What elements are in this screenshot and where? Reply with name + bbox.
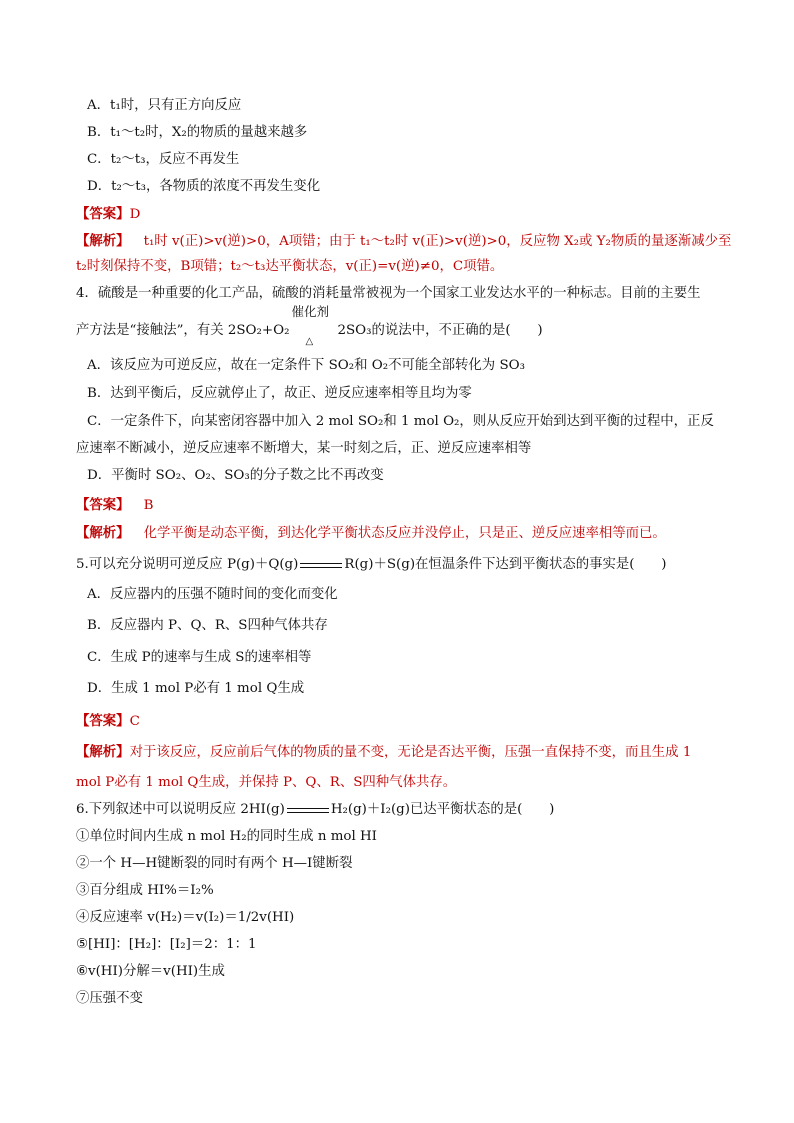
q3-option-a: A．t₁时，只有正方向反应 xyxy=(87,98,242,113)
analysis-tag: 【解析】 xyxy=(76,744,130,760)
equilibrium-arrow xyxy=(300,558,342,572)
q3-answer xyxy=(76,205,140,224)
analysis-text: 化学平衡是动态平衡，到达化学平衡状态反应并没停止，只是正、逆反应速率相等而已。 xyxy=(143,526,666,541)
answer-value: D xyxy=(129,207,141,222)
catalyst-arrow xyxy=(289,303,337,347)
q4-equation-left: 产方法是“接触法”，有关 2SO₂+O₂ xyxy=(76,323,290,338)
catalyst-label: 催化剂 xyxy=(291,303,329,319)
analysis-text: t₁时 v(正)>v(逆)>0，A项错；由于 t₁～t₂时 v(正)>v(逆)>0，反应物 X₂或 Y₂物质的量逐渐减少至 xyxy=(143,234,732,249)
q4-stem-line1: 4．硫酸是一种重要的化工产品，硫酸的消耗量常被视为一个国家工业发达水平的一种标志。目前的主要生 xyxy=(76,286,701,301)
q5-option-c: C．生成 P的速率与生成 S的速率相等 xyxy=(87,650,312,665)
q5-option-a: A．反应器内的压强不随时间的变化而变化 xyxy=(87,587,338,602)
answer-tag: 【答案】 xyxy=(76,713,130,729)
q5-stem xyxy=(76,556,667,574)
q6-item: ③百分组成 HI%＝I₂% xyxy=(76,883,214,898)
q6-stem-left: 6.下列叙述中可以说明反应 2HI(g) xyxy=(76,802,285,817)
q5-option-b: B．反应器内 P、Q、R、S四种气体共存 xyxy=(87,618,328,633)
analysis-text: 对于该反应，反应前后气体的物质的量不变，无论是否达平衡，压强一直保持不变，而且生成 1 xyxy=(129,745,692,760)
q5-option-d: D．生成 1 mol P必有 1 mol Q生成 xyxy=(87,681,305,696)
q4-answer xyxy=(76,496,153,515)
q5-analysis-line1 xyxy=(76,743,691,762)
q3-option-d: D．t₂～t₃，各物质的浓度不再发生变化 xyxy=(87,179,321,194)
equilibrium-arrow xyxy=(287,803,329,817)
q6-stem-right: H₂(g)＋I₂(g)已达平衡状态的是( ) xyxy=(330,802,555,817)
analysis-tag: 【解析】 xyxy=(76,525,130,541)
q3-option-b: B．t₁～t₂时，X₂的物质的量越来越多 xyxy=(87,125,308,140)
q6-item: ⑦压强不变 xyxy=(76,991,143,1006)
heat-label: △ xyxy=(305,335,314,347)
q5-answer xyxy=(76,712,140,731)
answer-value: B xyxy=(143,498,154,513)
q4-analysis xyxy=(76,524,666,543)
analysis-tag: 【解析】 xyxy=(76,233,130,249)
q5-analysis-line2: mol P必有 1 mol Q生成，并保持 P、Q、R、S四种气体共存。 xyxy=(76,775,457,790)
q3-analysis-line1 xyxy=(76,232,731,251)
q5-stem-left: 5.可以充分说明可逆反应 P(g)＋Q(g) xyxy=(76,557,299,572)
q6-item: ①单位时间内生成 n mol H₂的同时生成 n mol HI xyxy=(76,829,377,844)
q3-analysis-line2: t₂时刻保持不变，B项错；t₂～t₃达平衡状态，v(正)=v(逆)≠0，C项错。 xyxy=(76,259,504,274)
q5-stem-right: R(g)＋S(g)在恒温条件下达到平衡状态的事实是( ) xyxy=(344,557,667,572)
q4-option-b: B．达到平衡后，反应就停止了，故正、逆反应速率相等且均为零 xyxy=(87,386,472,401)
answer-tag: 【答案】 xyxy=(76,206,130,222)
q4-equation-right: 2SO₃的说法中，不正确的是( ) xyxy=(337,323,543,338)
q6-item: ②一个 H—H键断裂的同时有两个 H—I键断裂 xyxy=(76,856,353,871)
q6-item: ⑥v(HI)分解＝v(HI)生成 xyxy=(76,964,225,979)
q4-stem-line2 xyxy=(76,303,543,347)
q6-item: ④反应速率 v(H₂)＝v(I₂)＝1/2v(HI) xyxy=(76,910,295,925)
q6-stem xyxy=(76,801,554,819)
answer-value: C xyxy=(129,714,140,729)
q4-option-c1: C．一定条件下，向某密闭容器中加入 2 mol SO₂和 1 mol O₂，则从反应开始到达到平衡的过程中，正反 xyxy=(87,414,714,429)
q3-option-c: C．t₂～t₃，反应不再发生 xyxy=(87,152,240,167)
q4-option-c2: 应速率不断减小，逆反应速率不断增大，某一时刻之后，正、逆反应速率相等 xyxy=(76,441,532,456)
answer-tag: 【答案】 xyxy=(76,497,130,513)
q4-option-a: A．该反应为可逆反应，故在一定条件下 SO₂和 O₂不可能全部转化为 SO₃ xyxy=(87,358,525,373)
q4-option-d: D．平衡时 SO₂、O₂、SO₃的分子数之比不再改变 xyxy=(87,468,384,483)
q6-item: ⑤[HI]：[H₂]：[I₂]＝2：1：1 xyxy=(76,937,257,952)
